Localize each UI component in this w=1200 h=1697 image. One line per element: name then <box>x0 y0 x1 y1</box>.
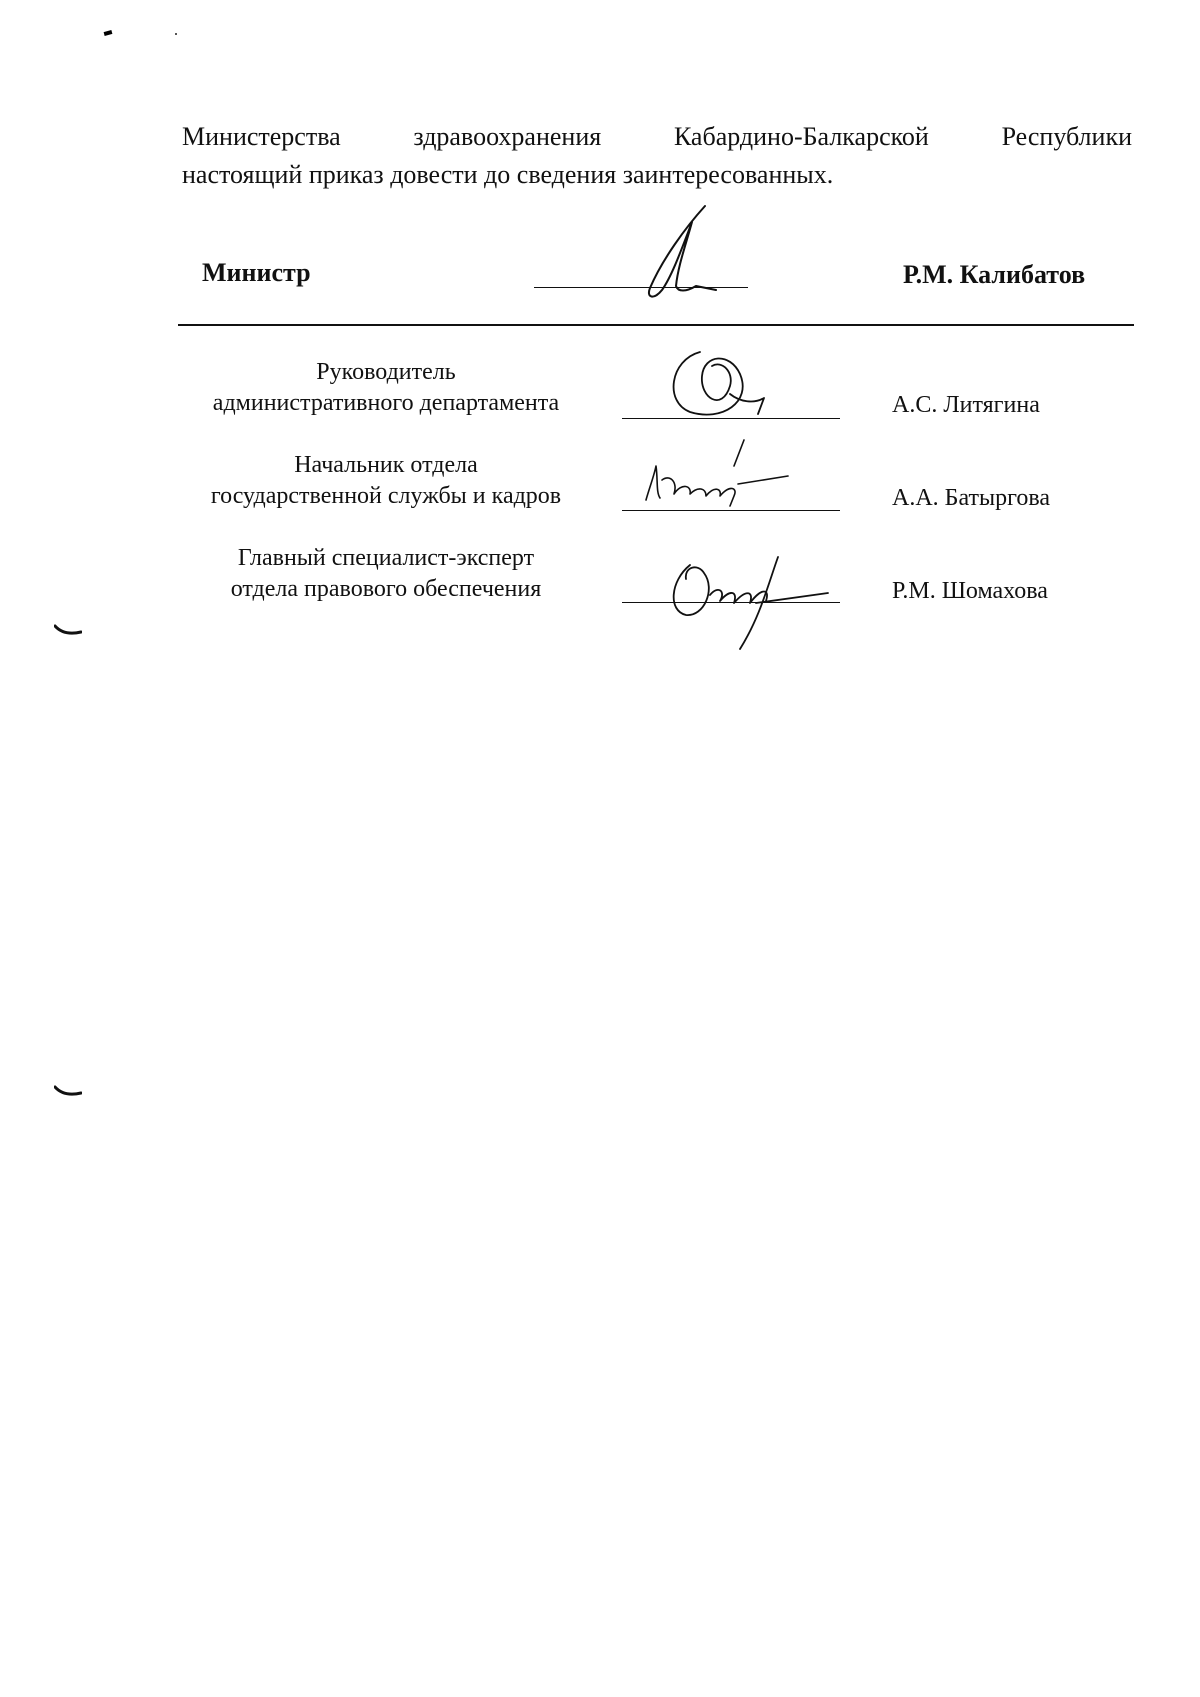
approver-name-1: А.С. Литягина <box>892 392 1040 418</box>
approver-signature-3 <box>660 545 840 655</box>
paragraph-word: Министерства <box>182 122 341 151</box>
approver-role-line: отдела правового обеспечения <box>230 576 542 602</box>
approver-name-3: Р.М. Шомахова <box>892 578 1048 604</box>
closing-paragraph <box>182 118 1132 194</box>
approver-role-line: Главный специалист-эксперт <box>237 545 535 571</box>
approver-role-2 <box>176 450 596 512</box>
paragraph-line-1 <box>182 118 1132 156</box>
approver-signature-1 <box>660 342 770 427</box>
paragraph-word: Республики <box>1001 122 1132 151</box>
approver-role-3 <box>176 543 596 605</box>
minister-signature <box>620 200 730 305</box>
approver-name-2: А.А. Батыргова <box>892 485 1051 511</box>
scan-speck <box>104 30 113 36</box>
paragraph-word: здравоохранения <box>413 122 602 151</box>
minister-title: Министр <box>202 258 311 287</box>
approver-role-line: административного департамента <box>212 390 560 416</box>
punch-hole-mark-lower <box>54 1085 82 1099</box>
approver-signature-2 <box>626 436 796 511</box>
approver-role-line: государственной службы и кадров <box>210 483 562 509</box>
section-divider <box>178 324 1134 326</box>
paragraph-word: Кабардино-Балкарской <box>673 122 929 151</box>
minister-name: Р.М. Калибатов <box>903 260 1086 289</box>
approver-role-line: Начальник отдела <box>294 452 478 478</box>
punch-hole-mark-upper <box>54 624 82 638</box>
scan-dot <box>175 33 177 35</box>
approver-role-1 <box>176 357 596 419</box>
approver-role-line: Руководитель <box>316 359 456 385</box>
paragraph-line-2: настоящий приказ довести до сведения заинтересованных. <box>182 160 834 189</box>
